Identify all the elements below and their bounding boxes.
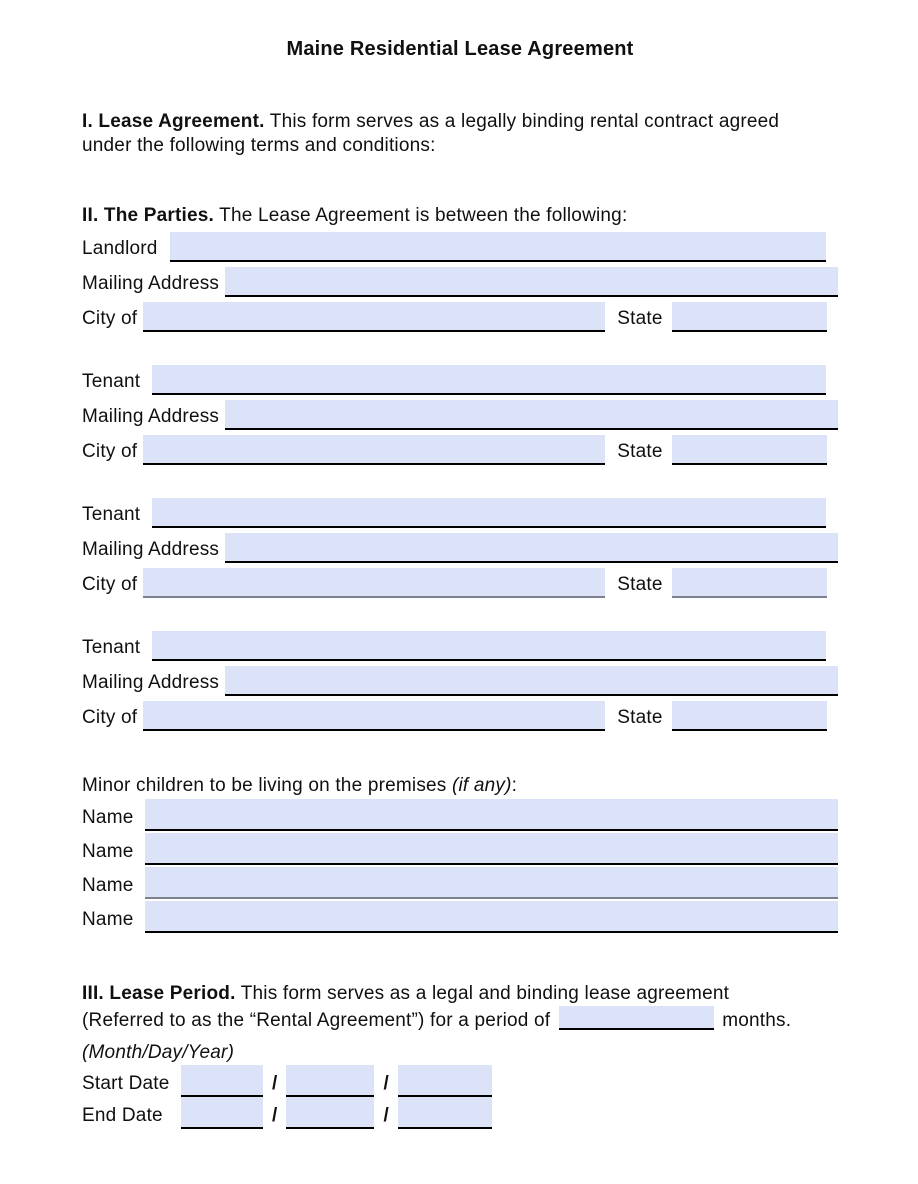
minor-children-if-any: (if any) bbox=[451, 775, 512, 796]
name-label: Name bbox=[82, 841, 134, 862]
lease-agreement-heading: I. Lease Agreement. bbox=[82, 111, 265, 132]
tenant-2-block bbox=[82, 498, 838, 598]
tenant-1-mailing-row bbox=[82, 400, 838, 430]
minor-children-colon: : bbox=[511, 775, 518, 796]
state-label: State bbox=[617, 441, 663, 462]
lease-agreement-text-line1: This form serves as a legally binding rental contract agreed bbox=[269, 111, 780, 132]
minor-children-text: Minor children to be living on the premises bbox=[82, 775, 447, 796]
landlord-mailing-address-field[interactable] bbox=[225, 267, 838, 297]
parties-heading: II. The Parties. bbox=[82, 205, 215, 226]
lease-period-heading: III. Lease Period. bbox=[82, 983, 236, 1004]
name-label: Name bbox=[82, 909, 134, 930]
state-label: State bbox=[617, 574, 663, 595]
child-name-field-3[interactable] bbox=[145, 867, 838, 899]
tenant-3-city-field[interactable] bbox=[143, 701, 605, 731]
lease-agreement-paragraph bbox=[82, 110, 838, 158]
end-date-label: End Date bbox=[82, 1105, 163, 1126]
mailing-address-label: Mailing Address bbox=[82, 273, 220, 294]
tenant-label: Tenant bbox=[82, 637, 141, 658]
date-format-note: (Month/Day/Year) bbox=[82, 1042, 235, 1063]
landlord-label: Landlord bbox=[82, 238, 158, 259]
lease-period-months-suffix: months. bbox=[722, 1010, 792, 1031]
date-separator: / bbox=[383, 1105, 389, 1126]
landlord-block bbox=[82, 232, 838, 332]
landlord-city-field[interactable] bbox=[143, 302, 605, 332]
tenant-3-city-state-row bbox=[82, 701, 838, 731]
end-date-day-field[interactable] bbox=[286, 1097, 374, 1129]
lease-period-text-line1: This form serves as a legal and binding lease agreement bbox=[240, 983, 730, 1004]
tenant-3-name-field[interactable] bbox=[152, 631, 826, 661]
landlord-city-state-row bbox=[82, 302, 838, 332]
tenant-1-city-field[interactable] bbox=[143, 435, 605, 465]
lease-period-paragraph bbox=[82, 981, 838, 1033]
tenant-3-mailing-address-field[interactable] bbox=[225, 666, 838, 696]
city-of-label: City of bbox=[82, 308, 138, 329]
parties-heading-paragraph bbox=[82, 204, 838, 228]
landlord-state-field[interactable] bbox=[672, 302, 827, 332]
child-name-row-2 bbox=[82, 833, 838, 865]
tenant-3-state-field[interactable] bbox=[672, 701, 827, 731]
start-date-row bbox=[82, 1065, 838, 1097]
tenant-3-mailing-row bbox=[82, 666, 838, 696]
landlord-name-field[interactable] bbox=[170, 232, 826, 262]
city-of-label: City of bbox=[82, 707, 138, 728]
city-of-label: City of bbox=[82, 574, 138, 595]
state-label: State bbox=[617, 707, 663, 728]
landlord-name-row bbox=[82, 232, 838, 262]
tenant-1-block bbox=[82, 365, 838, 465]
city-of-label: City of bbox=[82, 441, 138, 462]
child-name-field-2[interactable] bbox=[145, 833, 838, 865]
tenant-label: Tenant bbox=[82, 504, 141, 525]
child-name-row-3 bbox=[82, 867, 838, 899]
child-name-field-4[interactable] bbox=[145, 901, 838, 933]
mailing-address-label: Mailing Address bbox=[82, 672, 220, 693]
parties-heading-text: The Lease Agreement is between the following: bbox=[219, 205, 628, 226]
mailing-address-label: Mailing Address bbox=[82, 406, 220, 427]
lease-period-text-line2: (Referred to as the “Rental Agreement”) for a period of bbox=[82, 1010, 551, 1031]
tenant-2-mailing-address-field[interactable] bbox=[225, 533, 838, 563]
tenant-2-name-field[interactable] bbox=[152, 498, 826, 528]
tenant-1-mailing-address-field[interactable] bbox=[225, 400, 838, 430]
tenant-2-mailing-row bbox=[82, 533, 838, 563]
tenant-2-state-field[interactable] bbox=[672, 568, 827, 598]
document-title: Maine Residential Lease Agreement bbox=[286, 38, 634, 60]
landlord-mailing-row bbox=[82, 267, 838, 297]
tenant-1-name-field[interactable] bbox=[152, 365, 826, 395]
tenant-2-name-row bbox=[82, 498, 838, 528]
start-date-year-field[interactable] bbox=[398, 1065, 492, 1097]
start-date-label: Start Date bbox=[82, 1073, 170, 1094]
tenant-1-name-row bbox=[82, 365, 838, 395]
end-date-year-field[interactable] bbox=[398, 1097, 492, 1129]
name-label: Name bbox=[82, 807, 134, 828]
tenant-1-state-field[interactable] bbox=[672, 435, 827, 465]
end-date-month-field[interactable] bbox=[181, 1097, 263, 1129]
child-name-row-4 bbox=[82, 901, 838, 933]
lease-months-field[interactable] bbox=[559, 1006, 714, 1030]
end-date-row bbox=[82, 1097, 838, 1129]
state-label: State bbox=[617, 308, 663, 329]
tenant-3-name-row bbox=[82, 631, 838, 661]
lease-agreement-text-line2: under the following terms and conditions: bbox=[82, 135, 436, 156]
name-label: Name bbox=[82, 875, 134, 896]
child-name-field-1[interactable] bbox=[145, 799, 838, 831]
tenant-3-block bbox=[82, 631, 838, 731]
date-separator: / bbox=[272, 1105, 278, 1126]
date-separator: / bbox=[272, 1073, 278, 1094]
mailing-address-label: Mailing Address bbox=[82, 539, 220, 560]
tenant-1-city-state-row bbox=[82, 435, 838, 465]
start-date-day-field[interactable] bbox=[286, 1065, 374, 1097]
start-date-month-field[interactable] bbox=[181, 1065, 263, 1097]
tenant-label: Tenant bbox=[82, 371, 141, 392]
tenant-2-city-state-row bbox=[82, 568, 838, 598]
tenant-2-city-field[interactable] bbox=[143, 568, 605, 598]
minor-children-paragraph bbox=[82, 774, 838, 798]
date-separator: / bbox=[383, 1073, 389, 1094]
child-name-row-1 bbox=[82, 799, 838, 831]
